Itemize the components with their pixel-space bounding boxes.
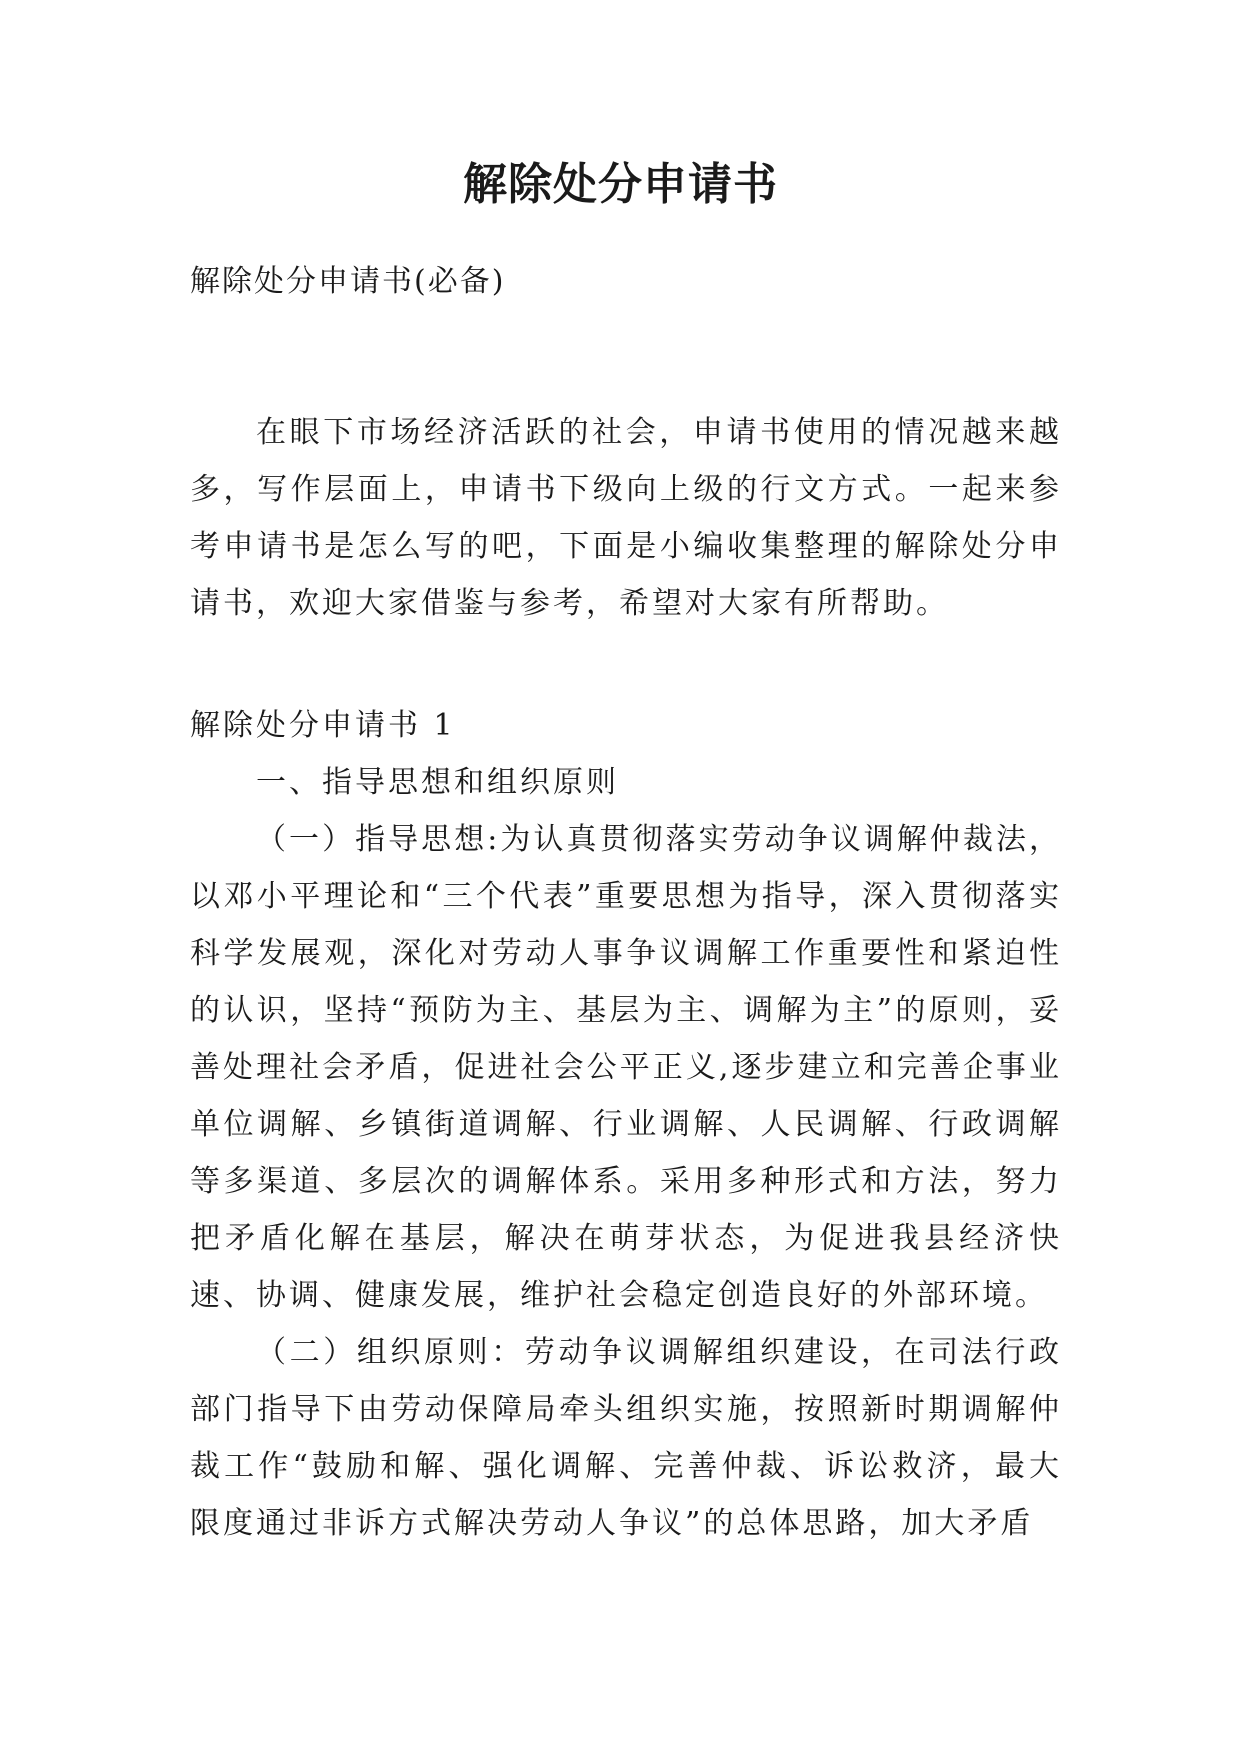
document-subtitle: 解除处分申请书(必备) xyxy=(190,264,506,299)
part-heading: 一、指导思想和组织原则 xyxy=(256,765,619,800)
guiding-ideology-paragraph: （一）指导思想:为认真贯彻落实劳动争议调解仲裁法，以邓小平理论和“三个代表”重要思想为指导，深入贯彻落实科学发展观，深化对劳动人事争议调解工作重要性和紧迫性的认识，坚持“预防为主、基层为主、调解为主”的原则，妥善处理社会矛盾，促进社会公平正义,逐步建立和完善企事业单位调解、乡镇街道调解、行业调解、人民调解、行政调解等多渠道、多层次的调解体系。采用多种形式和方法，努力把矛盾化解在基层，解决在萌芽状态，为促进我县经济快速、协调、健康发展，维护社会稳定创造良好的外部环境。 xyxy=(190,822,1062,1313)
organizational-principle-paragraph: （二）组织原则：劳动争议调解组织建设，在司法行政部门指导下由劳动保障局牵头组织实施，按照新时期调解仲裁工作“鼓励和解、强化调解、完善仲裁、诉讼救济，最大限度通过非诉方式解决劳动人争议”的总体思路，加大矛盾 xyxy=(190,1335,1062,1541)
intro-paragraph: 在眼下市场经济活跃的社会，申请书使用的情况越来越多，写作层面上，申请书下级向上级的行文方式。一起来参考申请书是怎么写的吧，下面是小编收集整理的解除处分申请书，欢迎大家借鉴与参考，希望对大家有所帮助。 xyxy=(190,415,1062,621)
section-heading: 解除处分申请书 1 xyxy=(190,708,456,743)
section-1 xyxy=(190,697,1062,1552)
document-title: 解除处分申请书 xyxy=(463,159,778,210)
